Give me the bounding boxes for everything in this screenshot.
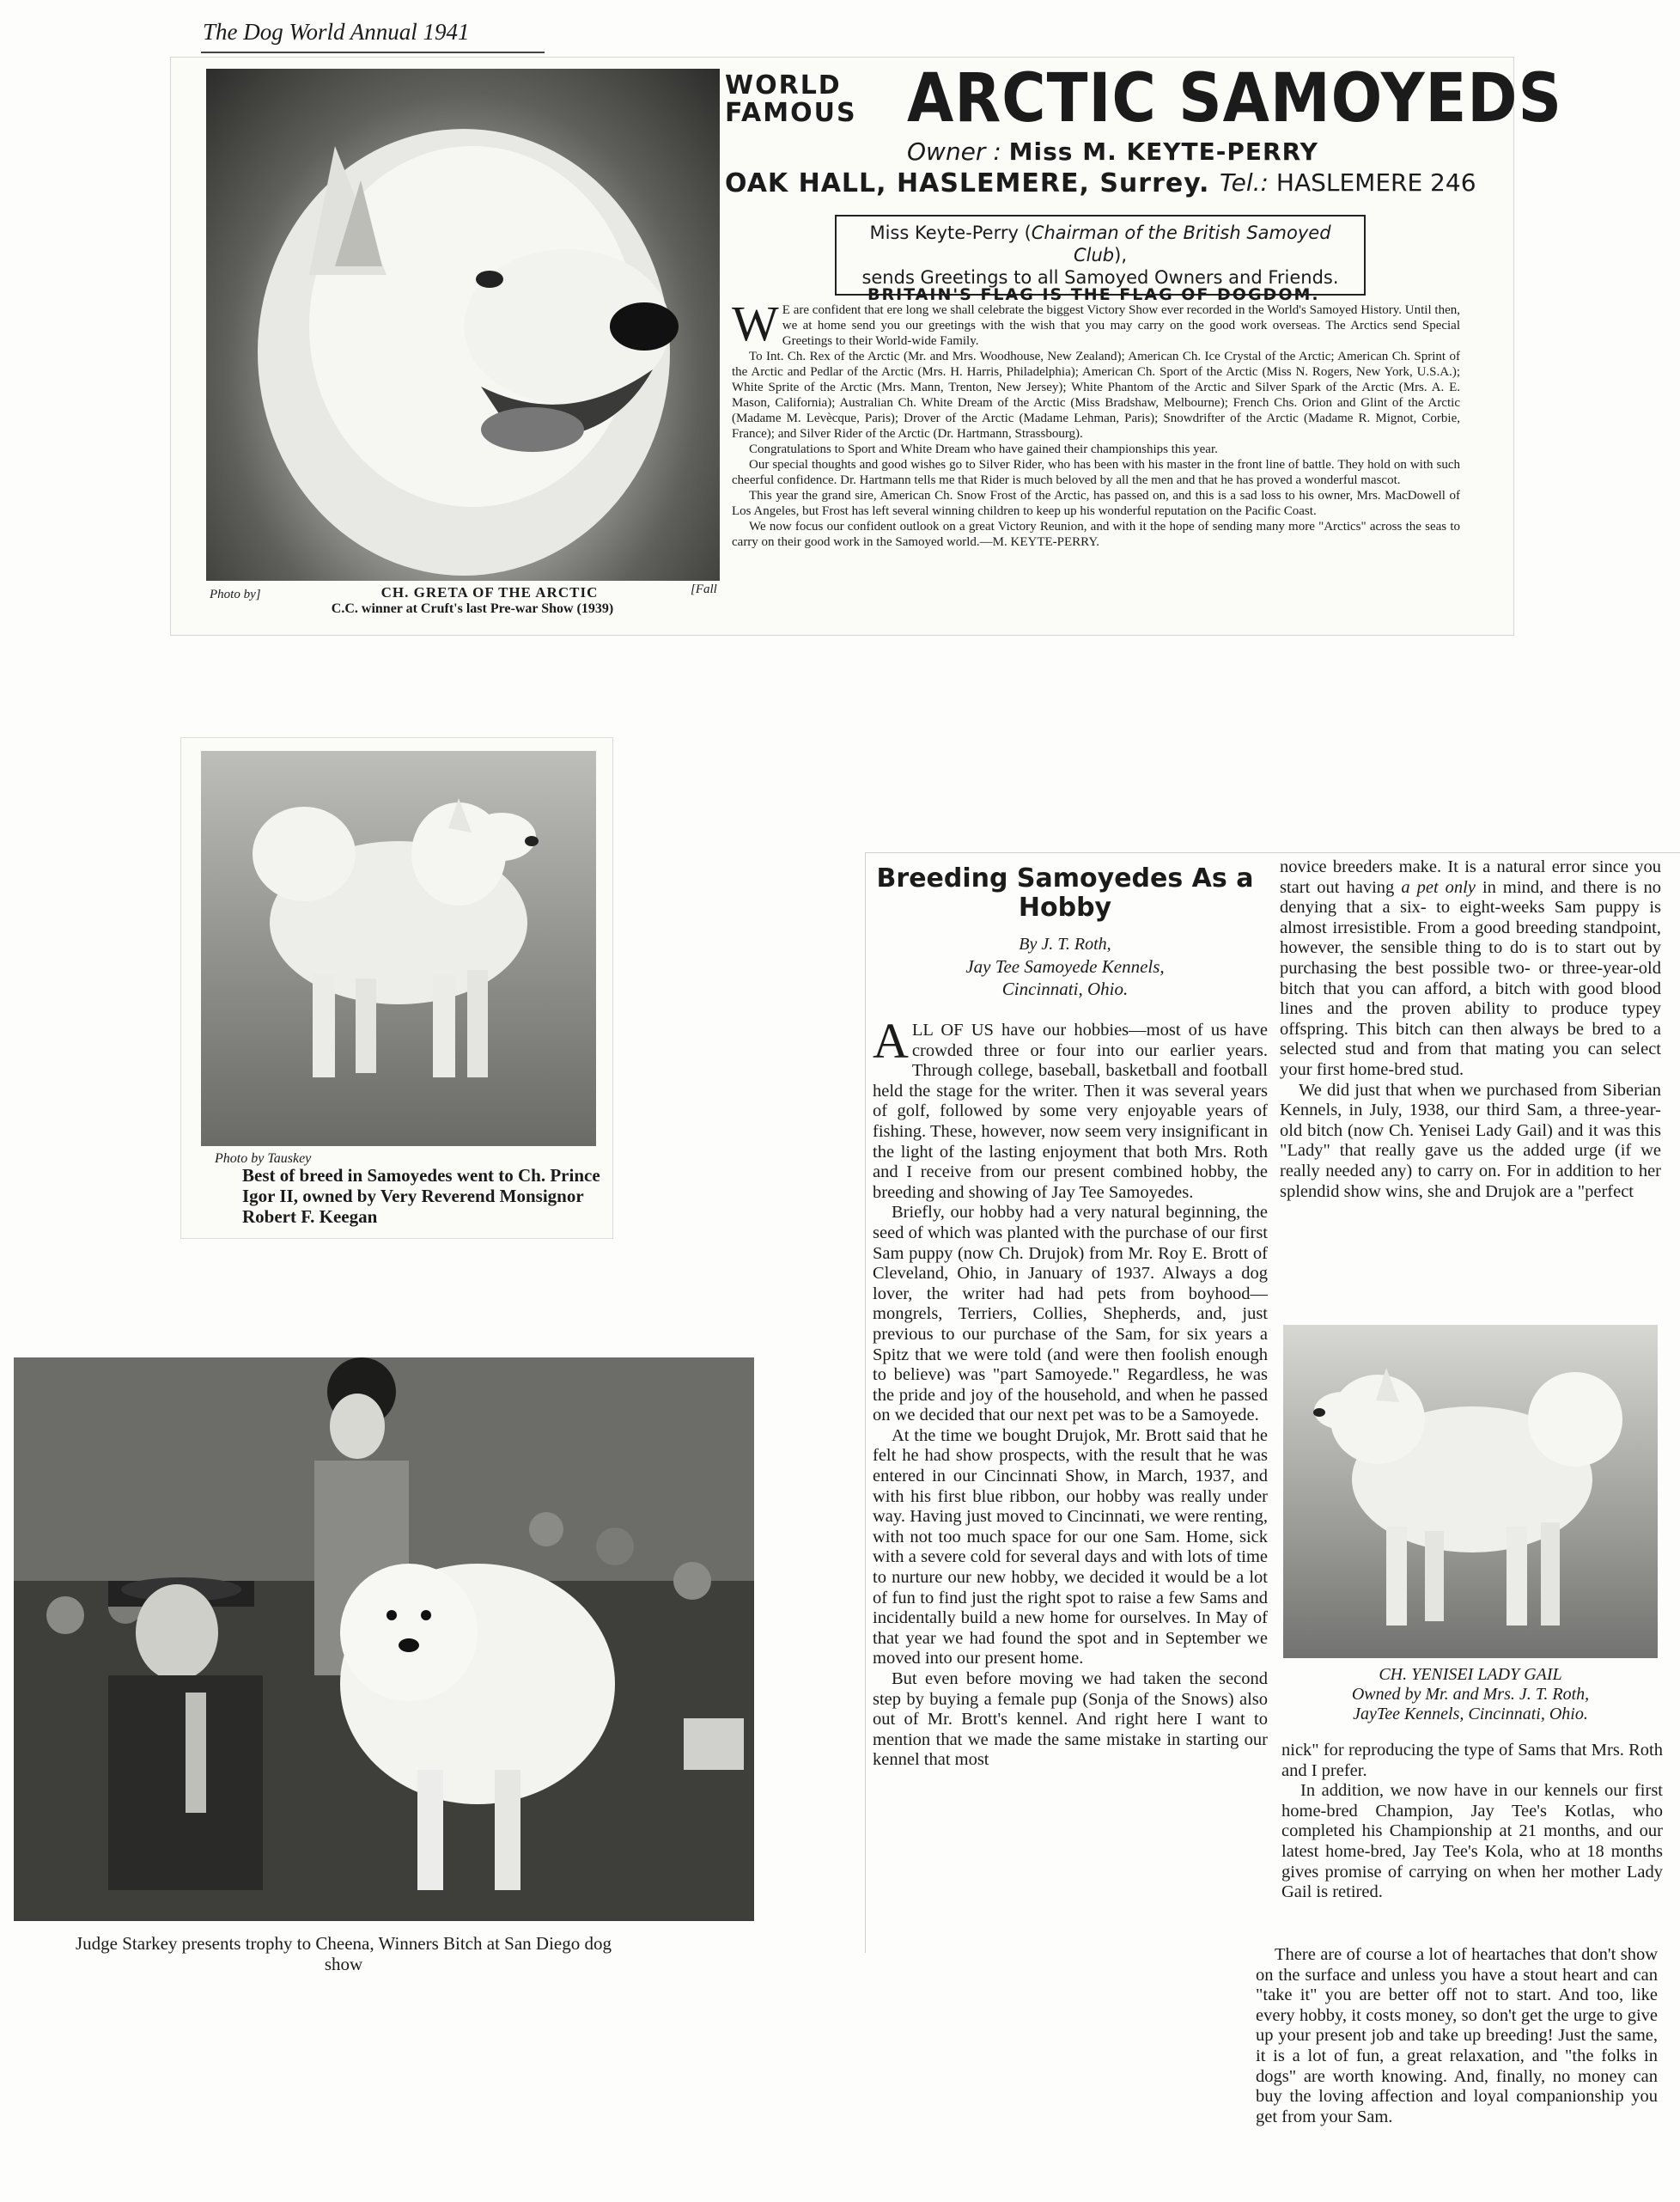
samoyed-head-illustration	[206, 69, 720, 581]
judge-starkey-photo	[14, 1357, 754, 1921]
tel-label: Tel.:	[1220, 168, 1269, 197]
greeting-line-1: Miss Keyte-Perry (Chairman of the British Samoyed Club),	[869, 223, 1331, 265]
article-paragraph: Briefly, our hobby had a very natural beginning, the seed of which was planted with the purchase of our first Sam puppy (now Ch. Drujok) from Mr. Roy E. Brott of Cleveland, Ohio, in January of 1937. Always a dog lover, the writer had had pets from boyhood—mongrels, Terriers, Collies, Shepherds, and, just previous to our purchase of the Sam, for six years a Spitz that we were told (and were then foolish enough to believe) was "part Samoyede." Regardless, he was the pride and joy of the household, and when he passed on we decided that our next pet was to be a Samoyede.	[873, 1203, 1268, 1425]
lady-gail-photo	[1283, 1325, 1658, 1658]
greta-caption-sub: C.C. winner at Cruft's last Pre-war Show (1939)	[331, 601, 614, 616]
advert-paragraph: To Int. Ch. Rex of the Arctic (Mr. and Mrs. Woodhouse, New Zealand); American Ch. Ice Crystal of the Arctic; American Ch. Sprint of the Arctic and Pedlar of the Arctic (Mrs. H. Harris, Philadelphia); American Ch. Sport of the Arctic (Miss N. Rogers, New York, U.S.A.); White Sprite of the Arctic (Mrs. Mann, Trenton, New Jersey); White Phantom of the Arctic and Silver Spark of the Arctic (Mrs. A. E. Mason, California); Australian Ch. White Dream of the Arctic (Miss Bradshaw, Melbourne); French Chs. Orion and Glint of the Arctic (Madame M. Levècque, Paris); Drover of the Arctic (Madame Lehman, Paris); Snowdrifter of the Arctic (Madame R. Mignot, Corbie, France); and Silver Rider of the Arctic (Dr. Hartmann, Strassbourg).	[732, 350, 1460, 441]
world-famous-label: WORLD FAMOUS	[725, 70, 857, 128]
tel-number: HASLEMERE 246	[1275, 168, 1476, 197]
samoyed-profile-illustration	[1283, 1325, 1658, 1658]
article-paragraph: novice breeders make. It is a natural error since you start out having a pet only in mind, and there is no denying that a six- to eight-weeks Sam puppy is almost irresistible. From a good breeding standpoint, however, the sensible thing to do is to start out by purchasing the best possible two- or three-year-old bitch that you can afford, a bitch with good blood lines and the proven ability to produce typey offspring. This bitch can then always be bred to a selected stud and from that mating you can select your first home-bred stud.	[1280, 857, 1661, 1079]
address: OAK HALL, HASLEMERE, Surrey.	[725, 168, 1210, 198]
article-column-2	[1280, 857, 1661, 1202]
article-paragraph: We did just that when we purchased from Siberian Kennels, in July, 1938, our third Sam, a three-year-old bitch (now Ch. Yenisei Lady Gail) and it was this "Lady" that really gave us the added urge (if we really needed any) to carry on. For in addition to her splendid show wins, she and Drujok are a "perfect	[1280, 1080, 1661, 1201]
owner-label: Owner :	[907, 137, 1001, 166]
greta-photo	[206, 69, 720, 581]
greta-caption-title: CH. GRETA OF THE ARCTIC	[380, 584, 599, 601]
article-kennel: Jay Tee Samoyede Kennels, Cincinnati, Ohio.	[965, 956, 1165, 999]
prince-igor-caption: Best of breed in Samoyedes went to Ch. Prince Igor II, owned by Very Reverend Monsignor Robert F. Keegan	[242, 1165, 600, 1227]
lady-gail-caption-kennel: JayTee Kennels, Cincinnati, Ohio.	[1353, 1705, 1588, 1723]
article-paragraph: ALL OF US have our hobbies—most of us have crowded three or four into our earlier years. Through college, baseball, basketball and football held the stage for the writer. Then it was several years of golf, followed by some very enjoyable years of fishing. These, however, now seem very insignificant in the light of the lasting enjoyment that both Mrs. Roth and I receive from our present combined hobby, the breeding and showing of Jay Tee Samoyedes.	[873, 1013, 1268, 1202]
samoyed-standing-illustration	[201, 751, 596, 1146]
advert-paragraph: We now focus our confident outlook on a great Victory Reunion, and with it the hope of sending many more "Arctics" across the seas to carry on their good work in the Samoyed world.—M. KEYTE-PERRY.	[732, 520, 1460, 549]
greta-photo-credit-name: [Fall	[691, 583, 717, 596]
owner-name: Miss M. KEYTE-PERRY	[1008, 137, 1318, 166]
article-column-1	[873, 1013, 1268, 1771]
article-paragraph: But even before moving we had taken the second step by buying a female pup (Sonja of the Snows) also out of Mr. Brott's kennel. And right here I want to mention that we made the same mistake in starting our kennel that most	[873, 1669, 1268, 1770]
advert-paragraph: Congratulations to Sport and White Dream who have gained their championships this year.	[749, 442, 1218, 456]
article-byline: By J. T. Roth,	[1019, 935, 1111, 954]
owner-line	[907, 137, 1318, 166]
article-paragraph: There are of course a lot of heartaches that don't show on the surface and unless you have a stout heart and can "take it" you are better off not to start. And too, like every hobby, it costs money, so don't get the urge to give up your present job and take up breeding! Just the same, it is a lot of fun, a great relaxation, and "the folks in dogs" are worth knowing. And, finally, no money can buy the loving affection and loyal companionship you get from your Sam.	[1256, 1945, 1658, 2126]
trophy-scene-illustration	[14, 1357, 754, 1921]
running-head-rule	[201, 52, 545, 53]
advert-title: ARCTIC SAMOYEDS	[907, 60, 1562, 137]
running-head: The Dog World Annual 1941	[203, 19, 470, 45]
article-paragraph: In addition, we now have in our kennels our first home-bred Champion, Jay Tee's Kotlas, who completed his Championship at 21 months, and our latest home-bred, Jay Tee's Kola, who at 18 months gives promise of carrying on when her mother Lady Gail is retired.	[1281, 1781, 1663, 1902]
advert-paragraph: This year the grand sire, American Ch. Snow Frost of the Arctic, has passed on, and this is a sad loss to his owner, Mrs. MacDowell of Los Angeles, but Frost has left several winning children to keep up his wonderful reputation on the Pacific Coast.	[732, 489, 1460, 518]
article-paragraph: nick" for reproducing the type of Sams that Mrs. Roth and I prefer.	[1281, 1741, 1663, 1780]
article-column-2-end	[1256, 1945, 1658, 2127]
advert-paragraph: Our special thoughts and good wishes go to Silver Rider, who has been with his master in the front line of battle. They hold on with such cheerful confidence. Dr. Hartmann tells me that Rider is much beloved by all the men and that he has proved a wonderful mascot.	[732, 458, 1460, 487]
greeting-box	[835, 215, 1366, 296]
prince-igor-photo-credit: Photo by Tauskey	[215, 1151, 312, 1166]
greeting-line-2: sends Greetings to all Samoyed Owners and Friends.	[861, 267, 1339, 288]
lady-gail-caption-owner: Owned by Mr. and Mrs. J. T. Roth,	[1351, 1685, 1590, 1704]
prince-igor-photo	[201, 751, 596, 1146]
lady-gail-caption-name: CH. YENISEI LADY GAIL	[1379, 1665, 1562, 1684]
advert-body	[732, 296, 1460, 550]
judge-starkey-caption: Judge Starkey presents trophy to Cheena, Winners Bitch at San Diego dog show	[76, 1933, 612, 1974]
article-title: Breeding Samoyedes As a Hobby	[876, 863, 1254, 923]
greta-photo-credit-label: Photo by]	[210, 588, 261, 601]
article-paragraph: At the time we bought Drujok, Mr. Brott said that he felt he had show prospects, with the result that he was entered in our Cincinnati Show, in March, 1937, and with his first blue ribbon, our hobby was really under way. Having just moved to Cincinnati, we were renting, with not too much space for our one Sam. Home, sick with a severe cold for several days and with lots of time to nurture our new hobby, we decided it would be a lot of fun to find just the right spot to raise a few Sams and incidentally build a new home for ourselves. In May of that year we had found the spot and in September we moved into our present home.	[873, 1425, 1268, 1668]
article-column-2-continued	[1281, 1741, 1663, 1903]
advert-paragraph: W E are confident that ere long we shall celebrate the biggest Victory Show ever recorded in the World's Samoyed History. Until then, we at home send you our greetings with the wish that you may carry on the good work overseas. The Arctics send Special Greetings to their World-wide Family.	[732, 296, 1460, 351]
lady-gail-caption	[1281, 1665, 1659, 1724]
flag-heading: BRITAIN'S FLAG IS THE FLAG OF DOGDOM.	[867, 285, 1320, 304]
drop-cap: W	[732, 296, 779, 351]
telephone	[1220, 168, 1476, 197]
drop-cap: A	[873, 1013, 909, 1069]
